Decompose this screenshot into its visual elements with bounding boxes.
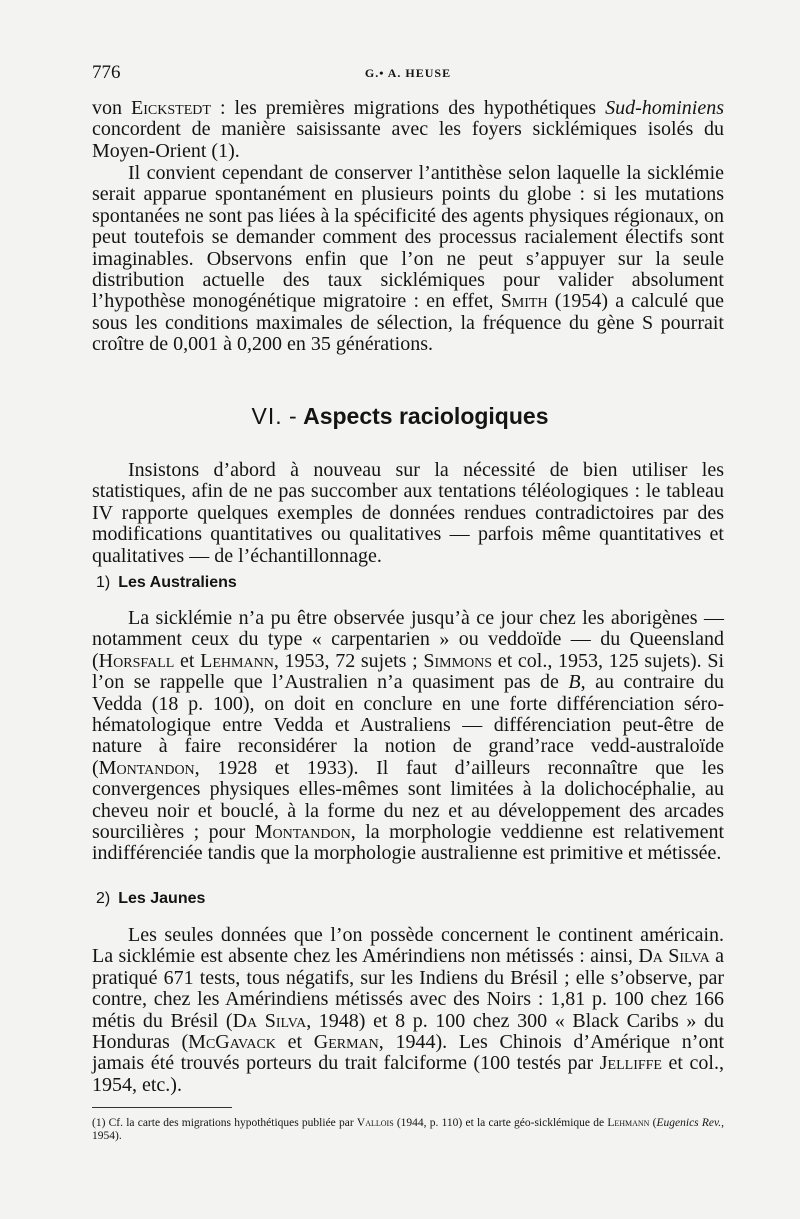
subheading-australiens: 1) Les Australiens	[96, 574, 237, 591]
paragraph-continuation: von Eickstedt : les premières migrations des hypothétiques Sud-hominiens concordent de manière saisissante avec les foyers sicklémiques isolés du Moyen-Orient (1).	[92, 97, 724, 162]
running-head: G.• A. HEUSE	[364, 66, 452, 80]
page-number: 776	[92, 62, 121, 83]
section-heading: VI. - Aspects raciologiques	[251, 403, 549, 429]
page-header	[92, 62, 724, 86]
footnote: (1) Cf. la carte des migrations hypothétiques publiée par Vallois (1944, p. 110) et la carte géo-sicklémique de Lehmann (Eugenics Rev., 1954).	[92, 1117, 724, 1142]
paragraph-statistiques: Insistons d’abord à nouveau sur la nécessité de bien utiliser les statistiques, afin de ne pas succomber aux tentations téléologiques : le tableau IV rapporte quelques exemples de données rendues contradictoires par des modifications quantitatives ou qualitatives — parfois même quantitatives et qualitatives — de l’échantillonnage.	[92, 459, 724, 567]
footnote-rule	[92, 1107, 232, 1108]
paragraph-jaunes: Les seules données que l’on possède concernent le continent américain. La sicklémie est absente chez les Amérindiens non métissés : ainsi, Da Silva a pratiqué 671 tests, tous négatifs, sur les Indiens du Brésil ; elle s’observe, par contre, chez les Amérindiens métissés avec des Noirs : 1,81 p. 100 chez 166 métis du Brésil (Da Silva, 1948) et 8 p. 100 chez 300 « Black Caribs » du Honduras (McGavack et German, 1944). Les Chinois d’Amérique n’ont jamais été trouvés porteurs du trait falciforme (100 testés par Jelliffe et col., 1954, etc.).	[92, 924, 725, 1096]
paragraph-antithese: Il convient cependant de conserver l’antithèse selon laquelle la sicklémie serait apparue spontanément en plusieurs points du globe : si les mutations spontanées ne sont pas liées à la spécificité des agents physiques régionaux, on peut toutefois se demander comment des processus racialement électifs sont imaginables. Observons enfin que l’on ne peut s’appuyer sur la seule distribution actuelle des taux sicklémiques pour valider absolument l’hypothèse monogénétique migratoire : en effet, Smith (1954) a calculé que sous les conditions maximales de sélection, la fréquence du gène S pourrait croître de 0,001 à 0,200 en 35 générations.	[92, 162, 724, 356]
paragraph-australiens: La sicklémie n’a pu être observée jusqu’à ce jour chez les aborigènes — notamment ceux du type « carpentarien » ou veddoïde — du Queensland (Horsfall et Lehmann, 1953, 72 sujets ; Simmons et col., 1953, 125 sujets). Si l’on se rappelle que l’Australien n’a quasiment pas de B, au contraire du Vedda (18 p. 100), on doit en conclure en une forte différenciation séro-hématologique entre Vedda et Australiens — différenciation peut-être de nature à faire reconsidérer la notion de grand’race vedd-australoïde (Montandon, 1928 et 1933). Il faut d’ailleurs reconnaître que les convergences physiques elles-mêmes sont limitées à la dolichocéphalie, au cheveu noir et bouclé, à la forme du nez et au développement des arcades sourcilières ; pour Montandon, la morphologie veddienne est relativement indifférenciée tandis que la morphologie australienne est primitive et métissée.	[92, 607, 725, 865]
subheading-jaunes: 2) Les Jaunes	[96, 890, 206, 907]
